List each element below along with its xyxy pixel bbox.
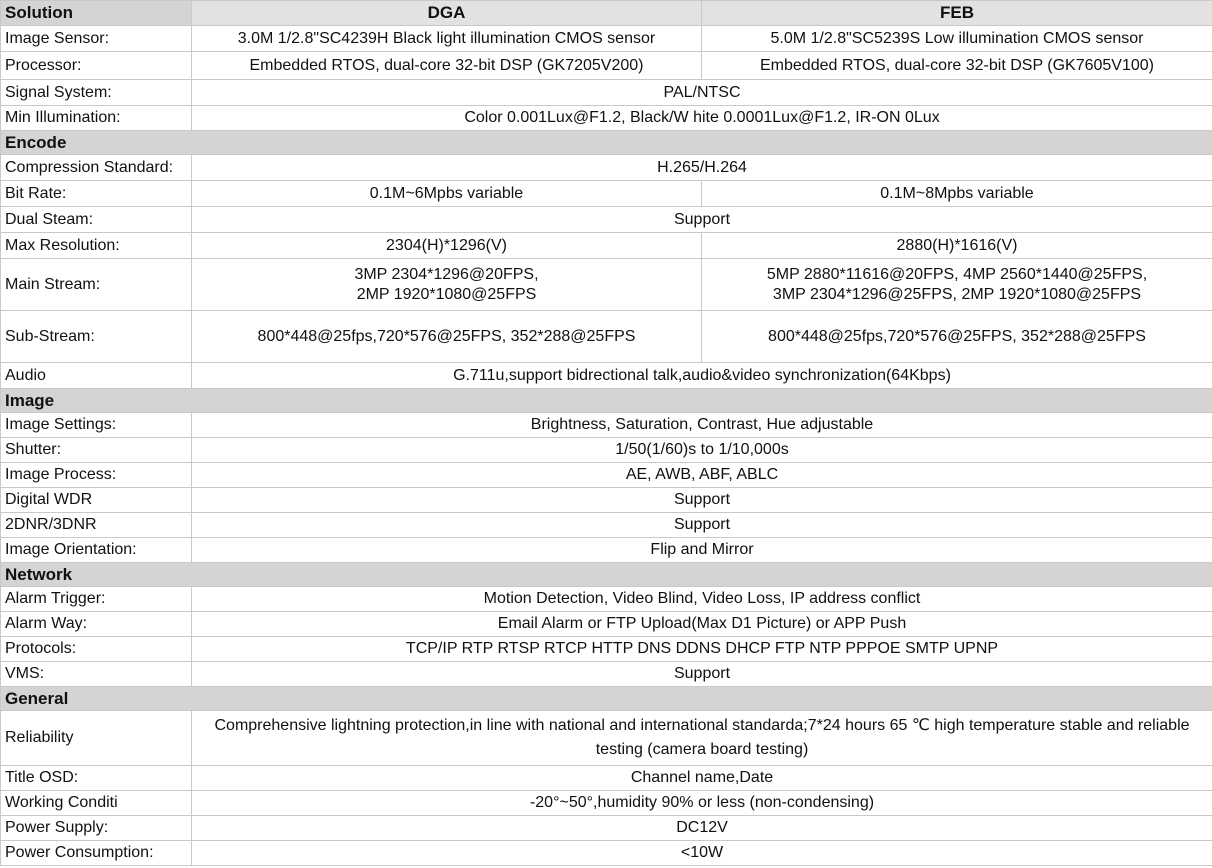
feb-value: 2880(H)*1616(V) bbox=[702, 233, 1212, 259]
row-label: Max Resolution: bbox=[1, 233, 192, 259]
shared-value: Color 0.001Lux@F1.2, Black/W hite 0.0001Lux@F1.2, IR-ON 0Lux bbox=[192, 106, 1212, 131]
shared-value: Flip and Mirror bbox=[192, 538, 1212, 563]
feb-value: 5.0M 1/2.8"SC5239S Low illumination CMOS sensor bbox=[702, 26, 1212, 52]
feb-line-1: 5MP 2880*11616@20FPS, 4MP 2560*1440@25FPS, bbox=[766, 265, 1148, 283]
row-label: Main Stream: bbox=[1, 259, 192, 311]
row-label: Power Supply: bbox=[1, 816, 192, 841]
row-alarm-way bbox=[1, 612, 1212, 637]
row-label: 2DNR/3DNR bbox=[1, 513, 192, 538]
shared-value: TCP/IP RTP RTSP RTCP HTTP DNS DDNS DHCP FTP NTP PPPOE SMTP UPNP bbox=[192, 637, 1212, 662]
row-label: Processor: bbox=[1, 52, 192, 80]
row-label: Signal System: bbox=[1, 80, 192, 106]
shared-value: Email Alarm or FTP Upload(Max D1 Picture) or APP Push bbox=[192, 612, 1212, 637]
shared-value: Channel name,Date bbox=[192, 766, 1212, 791]
row-label: Sub-Stream: bbox=[1, 311, 192, 363]
row-power-supply bbox=[1, 816, 1212, 841]
row-power-consumption bbox=[1, 841, 1212, 866]
shared-value: 1/50(1/60)s to 1/10,000s bbox=[192, 438, 1212, 463]
row-dual-steam bbox=[1, 207, 1212, 233]
row-image-process bbox=[1, 463, 1212, 488]
section-network bbox=[1, 563, 1212, 587]
shared-value: Support bbox=[192, 207, 1212, 233]
row-image-orientation bbox=[1, 538, 1212, 563]
row-label: Digital WDR bbox=[1, 488, 192, 513]
row-label: Alarm Trigger: bbox=[1, 587, 192, 612]
dga-value: 0.1M~6Mpbs variable bbox=[192, 181, 702, 207]
dga-line-1: 3MP 2304*1296@20FPS, bbox=[354, 265, 539, 283]
row-bit-rate bbox=[1, 181, 1212, 207]
row-label: Protocols: bbox=[1, 637, 192, 662]
section-title: General bbox=[1, 687, 1212, 711]
row-label: Reliability bbox=[1, 711, 192, 766]
row-label: VMS: bbox=[1, 662, 192, 687]
section-title: Image bbox=[1, 389, 1212, 413]
row-signal-system bbox=[1, 80, 1212, 106]
section-encode bbox=[1, 131, 1212, 155]
row-label: Title OSD: bbox=[1, 766, 192, 791]
dga-value: Embedded RTOS, dual-core 32-bit DSP (GK7205V200) bbox=[192, 52, 702, 80]
row-label: Compression Standard: bbox=[1, 155, 192, 181]
row-image-sensor bbox=[1, 26, 1212, 52]
feb-value: 800*448@25fps,720*576@25FPS, 352*288@25FPS bbox=[702, 311, 1212, 363]
dga-value bbox=[192, 259, 702, 311]
header-row bbox=[1, 1, 1212, 26]
row-label: Dual Steam: bbox=[1, 207, 192, 233]
dga-value: 2304(H)*1296(V) bbox=[192, 233, 702, 259]
row-max-resolution bbox=[1, 233, 1212, 259]
shared-value: Motion Detection, Video Blind, Video Loss, IP address conflict bbox=[192, 587, 1212, 612]
row-label: Image Settings: bbox=[1, 413, 192, 438]
row-label: Image Orientation: bbox=[1, 538, 192, 563]
row-min-illumination bbox=[1, 106, 1212, 131]
row-compression-standard bbox=[1, 155, 1212, 181]
row-label: Bit Rate: bbox=[1, 181, 192, 207]
row-label: Image Sensor: bbox=[1, 26, 192, 52]
row-label: Alarm Way: bbox=[1, 612, 192, 637]
row-working-conditions bbox=[1, 791, 1212, 816]
header-dga: DGA bbox=[192, 1, 702, 26]
shared-value: H.265/H.264 bbox=[192, 155, 1212, 181]
row-label: Working Conditi bbox=[1, 791, 192, 816]
row-label: Audio bbox=[1, 363, 192, 389]
shared-value: PAL/NTSC bbox=[192, 80, 1212, 106]
row-protocols bbox=[1, 637, 1212, 662]
feb-value: 0.1M~8Mpbs variable bbox=[702, 181, 1212, 207]
row-label: Min Illumination: bbox=[1, 106, 192, 131]
shared-value: Support bbox=[192, 488, 1212, 513]
row-label: Shutter: bbox=[1, 438, 192, 463]
section-title: Network bbox=[1, 563, 1212, 587]
shared-value: <10W bbox=[192, 841, 1212, 866]
row-digital-wdr bbox=[1, 488, 1212, 513]
header-solution-label: Solution bbox=[1, 1, 192, 26]
shared-value: Brightness, Saturation, Contrast, Hue adjustable bbox=[192, 413, 1212, 438]
section-general bbox=[1, 687, 1212, 711]
shared-value: -20°~50°,humidity 90% or less (non-condensing) bbox=[192, 791, 1212, 816]
row-sub-stream bbox=[1, 311, 1212, 363]
shared-value: AE, AWB, ABF, ABLC bbox=[192, 463, 1212, 488]
row-audio bbox=[1, 363, 1212, 389]
section-image bbox=[1, 389, 1212, 413]
row-shutter bbox=[1, 438, 1212, 463]
section-title: Encode bbox=[1, 131, 1212, 155]
header-feb: FEB bbox=[702, 1, 1212, 26]
shared-value: Support bbox=[192, 513, 1212, 538]
row-label: Power Consumption: bbox=[1, 841, 192, 866]
row-alarm-trigger bbox=[1, 587, 1212, 612]
shared-value: G.711u,support bidrectional talk,audio&video synchronization(64Kbps) bbox=[192, 363, 1212, 389]
shared-value: Comprehensive lightning protection,in line with national and international standarda;7*24 hours 65 ℃ high temperature stable and reliable testing (camera board testing) bbox=[192, 711, 1212, 766]
row-main-stream bbox=[1, 259, 1212, 311]
row-image-settings bbox=[1, 413, 1212, 438]
row-processor bbox=[1, 52, 1212, 80]
dga-line-2: 2MP 1920*1080@25FPS bbox=[356, 285, 537, 303]
feb-value: Embedded RTOS, dual-core 32-bit DSP (GK7605V100) bbox=[702, 52, 1212, 80]
row-vms bbox=[1, 662, 1212, 687]
dga-value: 3.0M 1/2.8"SC4239H Black light illumination CMOS sensor bbox=[192, 26, 702, 52]
shared-value: Support bbox=[192, 662, 1212, 687]
row-title-osd bbox=[1, 766, 1212, 791]
shared-value: DC12V bbox=[192, 816, 1212, 841]
dga-value: 800*448@25fps,720*576@25FPS, 352*288@25FPS bbox=[192, 311, 702, 363]
row-reliability bbox=[1, 711, 1212, 766]
feb-value bbox=[702, 259, 1212, 311]
row-label: Image Process: bbox=[1, 463, 192, 488]
feb-line-2: 3MP 2304*1296@25FPS, 2MP 1920*1080@25FPS bbox=[772, 285, 1142, 303]
row-dnr bbox=[1, 513, 1212, 538]
